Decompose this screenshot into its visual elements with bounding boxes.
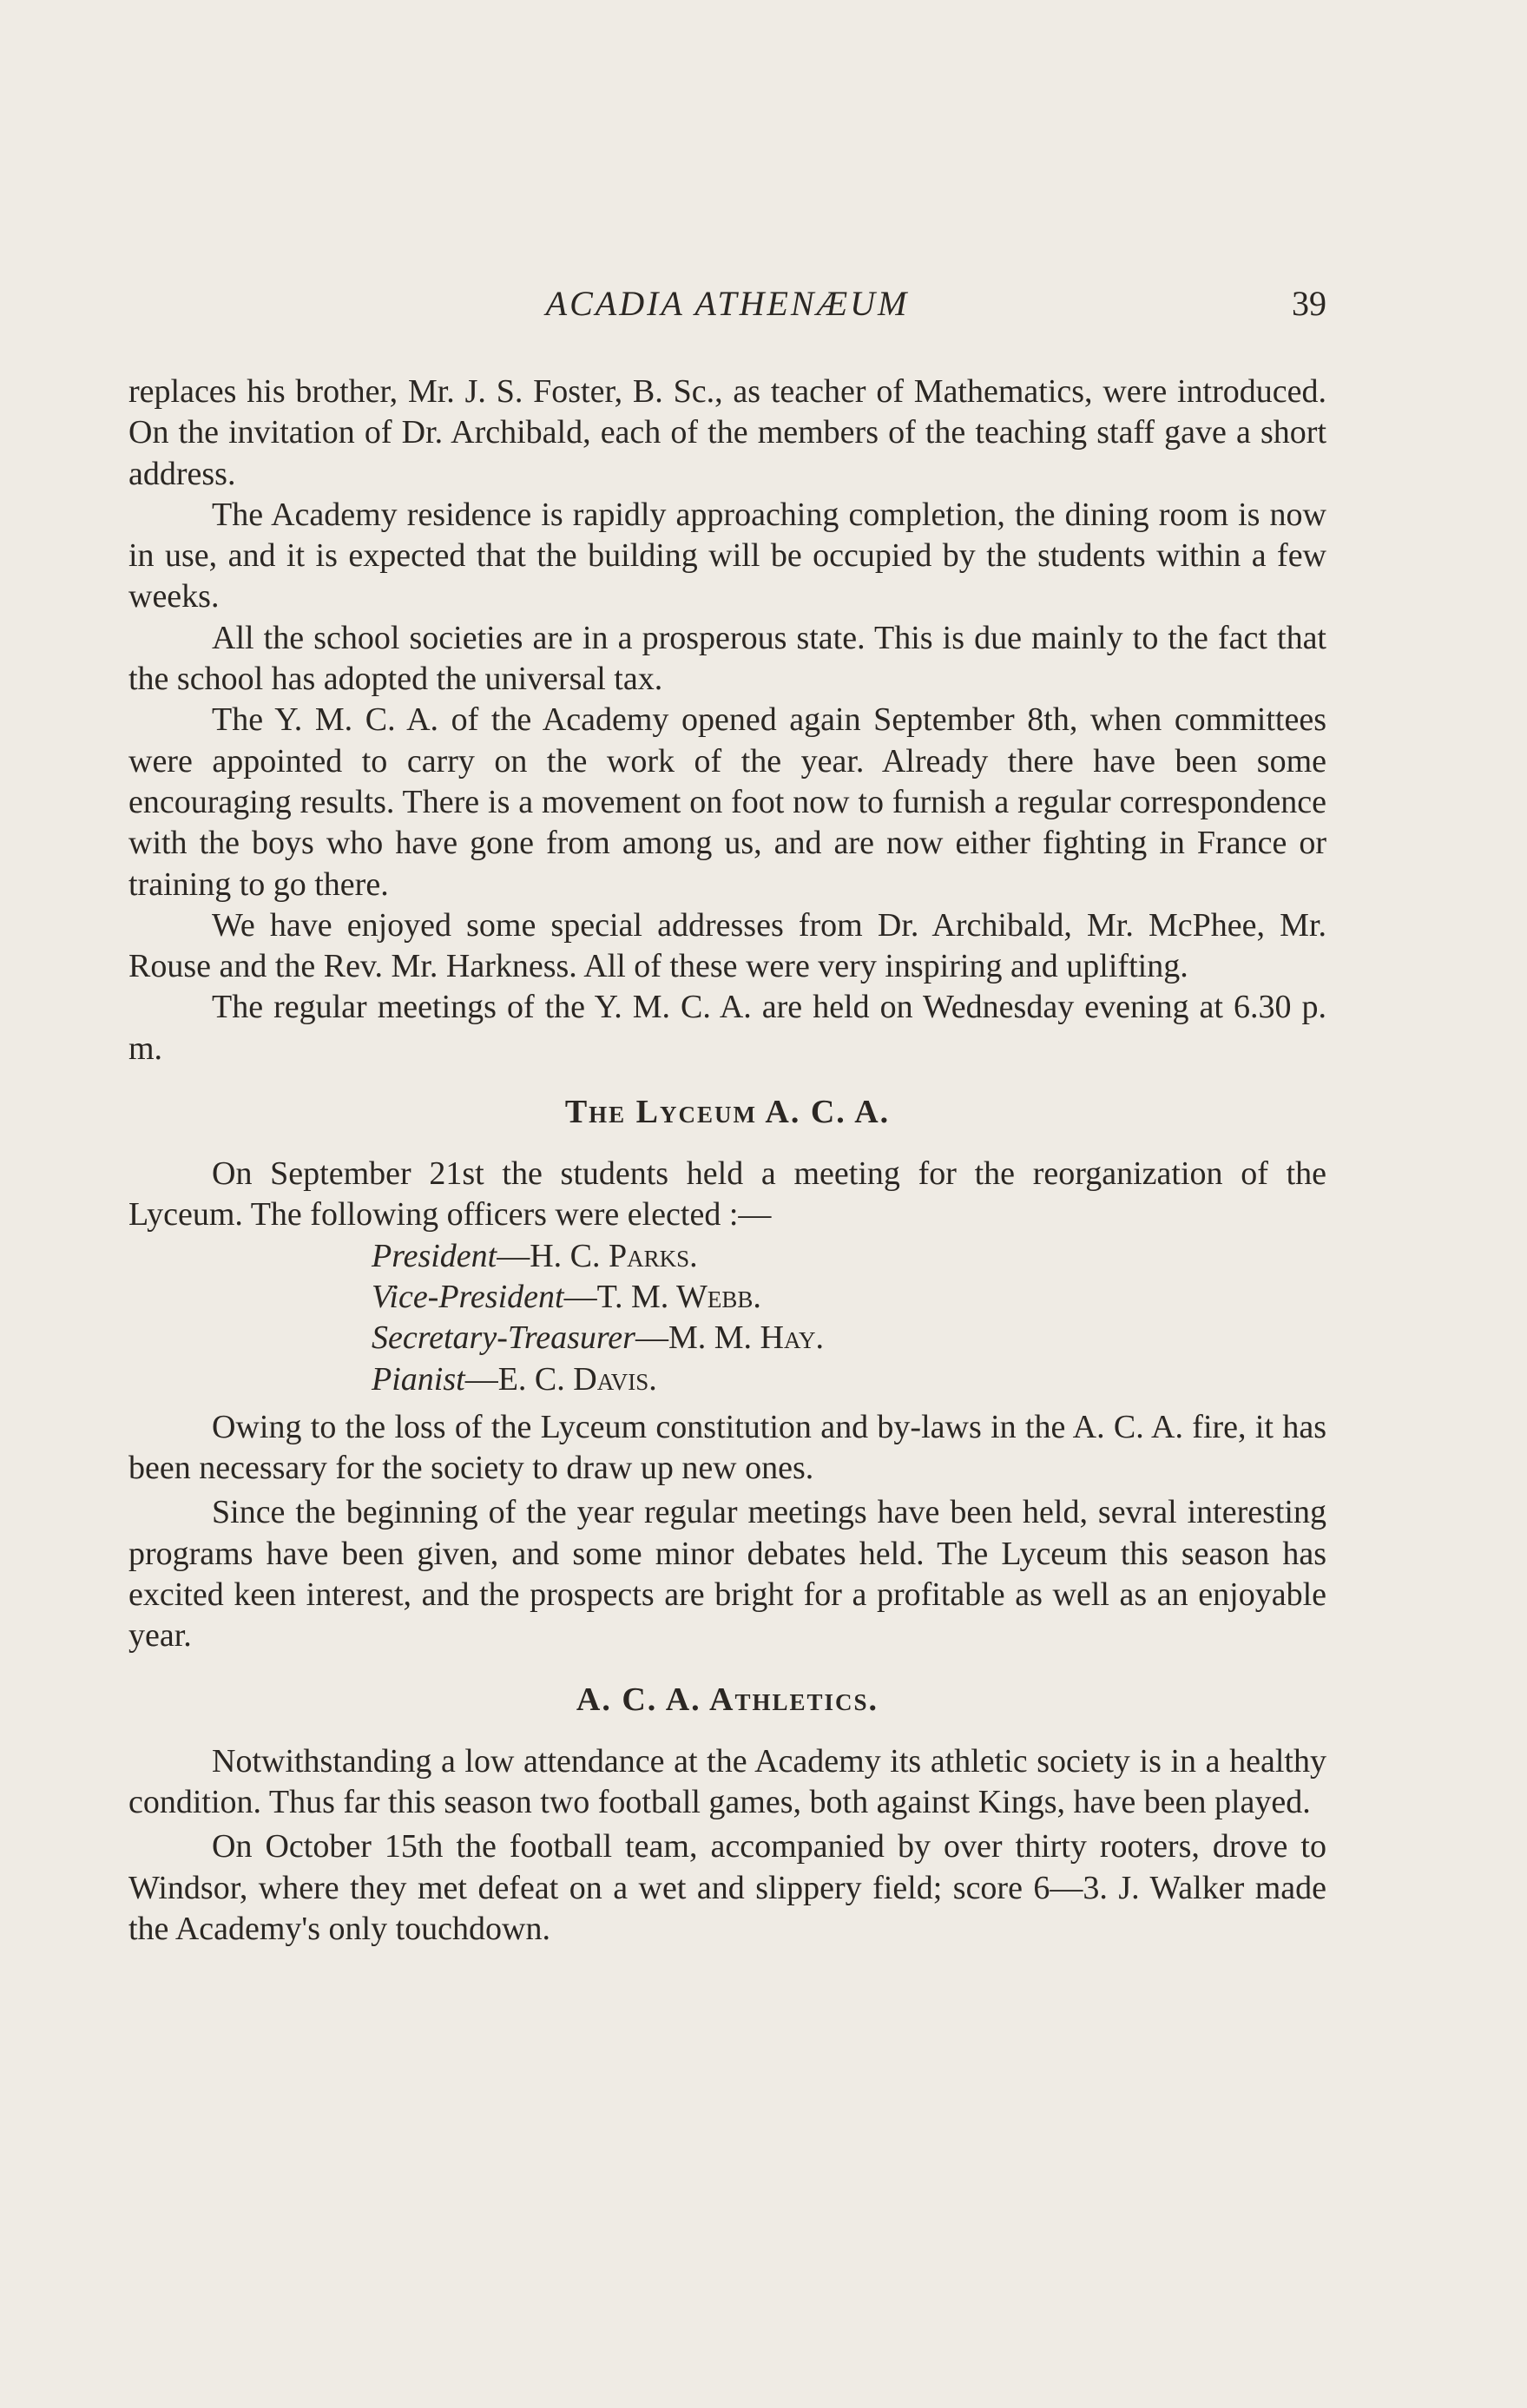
paragraph-athletic-society: Notwithstanding a low attendance at the Academy its athletic society is in a healthy condition. Thus far this season two football games, both against Kings, have been played. bbox=[128, 1742, 1326, 1820]
running-head bbox=[128, 280, 1326, 328]
paragraph-football-game: On October 15th the football team, accompanied by over thirty rooters, drove to Windsor, where they met defeat on a wet and slippery field; score 6—3. J. Walker made the Academy's only touchdown. bbox=[128, 1828, 1326, 1947]
paragraph-societies: All the school societies are in a prosperous state. This is due mainly to the fact that the school has adopted the universal tax. bbox=[128, 619, 1326, 698]
page-number: 39 bbox=[1292, 284, 1326, 323]
section-heading-athletics: A. C. A. Athletics. bbox=[576, 1681, 879, 1718]
officers-list bbox=[128, 1236, 1326, 1400]
officer-role: Vice-President bbox=[372, 1278, 564, 1315]
officer-entry bbox=[372, 1236, 1326, 1277]
officer-separator: — bbox=[635, 1319, 668, 1357]
officer-entry bbox=[372, 1318, 1326, 1359]
paragraph-ymca: The Y. M. C. A. of the Academy opened again September 8th, when committees were appointed to carry on the work of the year. Already there have been some encouraging results. There is a movement on foot now to furnish a regular correspondence with the boys who have gone from among us, and are now either fighting in France or training to go there. bbox=[128, 701, 1326, 903]
paragraph-meetings: The regular meetings of the Y. M. C. A. are held on Wednesday evening at 6.30 p. m. bbox=[128, 989, 1326, 1067]
journal-title: ACADIA ATHENÆUM bbox=[545, 284, 910, 323]
paragraph-continuation: replaces his brother, Mr. J. S. Foster, B. Sc., as teacher of Mathematics, were introduced. On the invitation of Dr. Archibald, each of the members of the teaching staff gave a short address. bbox=[128, 373, 1326, 492]
paragraph-addresses: We have enjoyed some special addresses from Dr. Archibald, Mr. McPhee, Mr. Rouse and the Rev. Mr. Harkness. All of these were very inspiring and uplifting. bbox=[128, 906, 1326, 985]
officer-role: Pianist bbox=[372, 1360, 465, 1398]
officer-name: T. M. Webb. bbox=[596, 1278, 761, 1315]
paragraph-residence: The Academy residence is rapidly approaching completion, the dining room is now in use, and it is expected that the building will be occupied by the students within a few weeks. bbox=[128, 496, 1326, 615]
officer-name: M. M. Hay. bbox=[668, 1319, 824, 1357]
officer-role: Secretary-Treasurer bbox=[372, 1319, 635, 1357]
section-heading-lyceum: The Lyceum A. C. A. bbox=[564, 1094, 891, 1131]
officer-entry bbox=[372, 1277, 1326, 1318]
officer-entry bbox=[372, 1359, 1326, 1400]
officer-name: H. C. Parks. bbox=[530, 1237, 698, 1274]
paragraph-lyceum-season: Since the beginning of the year regular meetings have been held, sevral interesting programs have been given, and some minor debates held. The Lyceum this season has excited keen interest, and the prospects are bright for a profitable as well as an enjoyable year. bbox=[128, 1494, 1326, 1655]
officer-name: E. C. Davis. bbox=[497, 1360, 657, 1398]
officer-separator: — bbox=[563, 1278, 597, 1315]
article-body bbox=[128, 372, 1326, 1950]
officer-separator: — bbox=[464, 1360, 498, 1398]
paragraph-constitution: Owing to the loss of the Lyceum constitution and by-laws in the A. C. A. fire, it has been necessary for the society to draw up new ones. bbox=[128, 1408, 1326, 1487]
paragraph-lyceum-intro: On September 21st the students held a meeting for the reorganization of the Lyceum. The following officers were elected :— bbox=[128, 1155, 1326, 1234]
officer-separator: — bbox=[497, 1237, 530, 1274]
officer-role: President bbox=[372, 1237, 497, 1274]
